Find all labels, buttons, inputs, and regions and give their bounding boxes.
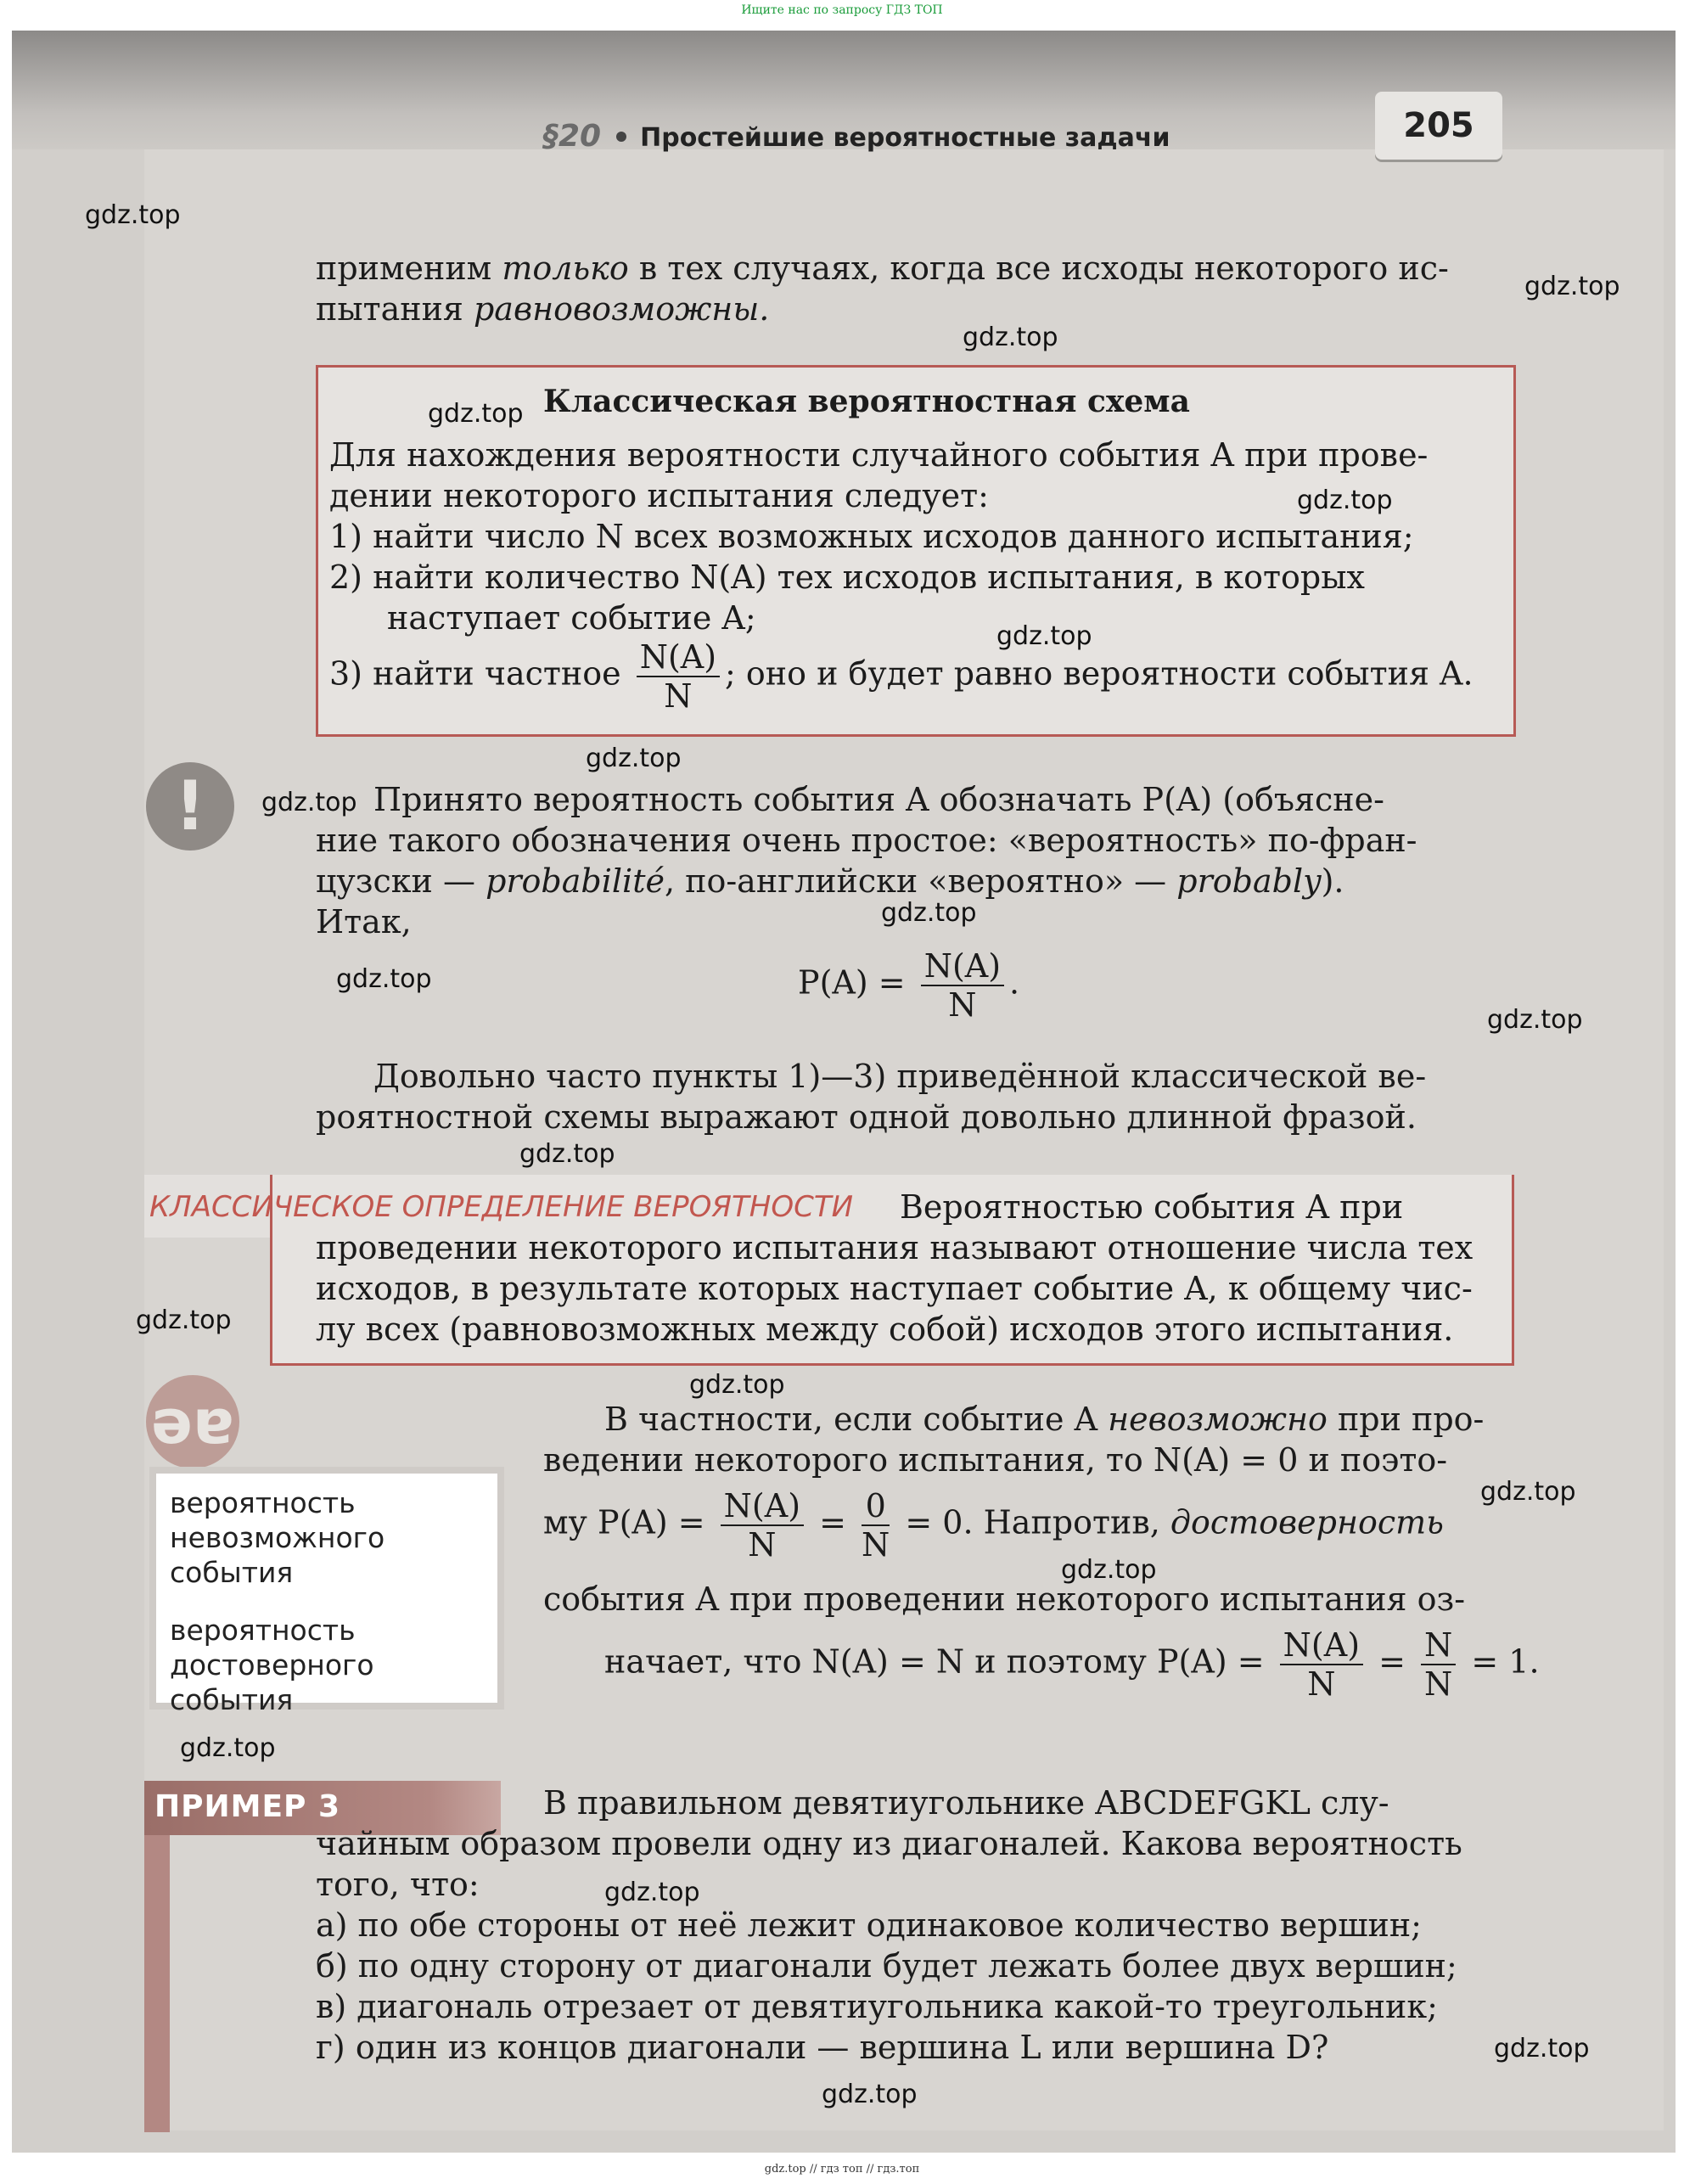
intro-word: применим: [316, 250, 492, 287]
watermark: gdz.top: [881, 898, 977, 928]
notation-line-1: Принято вероятность события A обозначать P(A) (объясне-: [373, 781, 1384, 818]
fraction-numerator: N: [1421, 1626, 1456, 1665]
example-line-3: того, что:: [316, 1866, 480, 1903]
scheme-lead-2: дении некоторого испытания следует:: [329, 477, 989, 514]
side-note-certain-2: достоверного события: [170, 1648, 374, 1716]
fraction-numerator: 0: [862, 1487, 890, 1526]
particular-text: при про-: [1337, 1401, 1485, 1438]
definition-line-3: исходов, в результате которых наступает событие A, к общему чис-: [316, 1270, 1473, 1307]
top-search-note: Ищите нас по запросу ГДЗ ТОП: [741, 3, 943, 17]
scheme-lead-1: Для нахождения вероятности случайного события A при прове-: [329, 436, 1429, 474]
watermark: gdz.top: [604, 1878, 700, 1907]
phrase-line-1: Довольно часто пункты 1)—3) приведённой классической ве-: [373, 1058, 1427, 1095]
equals-sign: =: [1378, 1642, 1406, 1681]
step-3-text-end: ; оно и будет равно вероятности события A.: [725, 654, 1474, 693]
watermark: gdz.top: [1297, 486, 1393, 515]
watermark: gdz.top: [261, 788, 357, 817]
page-number: 205: [1375, 92, 1502, 160]
particular-line-2: ведении некоторого испытания, то N(A) = 0 и поэто-: [543, 1441, 1448, 1479]
formula-text: му P(A) =: [543, 1503, 705, 1541]
particular-line-5: [604, 1626, 1540, 1703]
intro-text: в тех случаях, когда все исходы некоторого ис-: [638, 250, 1449, 287]
fraction-numerator: N(A): [1280, 1626, 1363, 1665]
french-word: probabilité: [486, 862, 665, 900]
watermark: gdz.top: [1480, 1477, 1576, 1507]
fraction-n-over-n: [1421, 1626, 1456, 1703]
intro-emphasis-equiprobable: равновозможны.: [473, 290, 770, 328]
formula-text: = 0. Напротив,: [905, 1503, 1160, 1541]
formula-fraction: [921, 947, 1004, 1024]
watermark: gdz.top: [996, 621, 1092, 651]
example-question-d: г) один из концов диагонали — вершина L или вершина D?: [316, 2029, 1329, 2066]
particular-line-1: [604, 1399, 1511, 1440]
watermark: gdz.top: [136, 1305, 232, 1335]
fraction-denominator: N: [1424, 1665, 1453, 1703]
english-word: probably: [1176, 862, 1322, 900]
section-number: §20: [543, 119, 602, 154]
formula-text: начает, что N(A) = N и поэтому P(A) =: [604, 1642, 1265, 1681]
watermark: gdz.top: [336, 964, 432, 994]
definition-line-4: лу всех (равновозможных между собой) исходов этого испытания.: [316, 1311, 1454, 1348]
watermark: gdz.top: [1061, 1555, 1157, 1585]
notation-line-4: Итак,: [316, 903, 412, 940]
fraction-zero-over-n: [862, 1487, 890, 1564]
impossible-emphasis: невозможно: [1108, 1401, 1328, 1438]
notation-line-3: [316, 861, 1513, 901]
fraction-numerator: N(A): [721, 1487, 804, 1526]
fraction-denominator: N: [862, 1526, 890, 1564]
bottom-note: gdz.top // гдз топ // гдз.топ: [764, 2163, 920, 2176]
phrase-line-2: роятностной схемы выражают одной довольно длинной фразой.: [316, 1098, 1417, 1136]
particular-line-4: события A при проведении некоторого испытания оз-: [543, 1580, 1466, 1618]
side-note-certain-1: вероятность: [170, 1614, 356, 1647]
step-3-text: 3) найти частное: [329, 654, 621, 693]
formula-text: = 1.: [1471, 1642, 1540, 1681]
scheme-step-1: 1) найти число N всех возможных исходов данного испытания;: [329, 518, 1414, 555]
particular-text: В частности, если событие A: [604, 1401, 1098, 1438]
watermark: gdz.top: [519, 1139, 615, 1169]
watermark: gdz.top: [180, 1733, 276, 1763]
example-side-strip: [144, 1835, 170, 2132]
fraction-na-over-n: [721, 1487, 804, 1564]
scheme-title: Классическая вероятностная схема: [543, 384, 1190, 419]
watermark: gdz.top: [428, 399, 524, 429]
watermark: gdz.top: [1494, 2034, 1590, 2063]
fraction-na-over-n: [1280, 1626, 1363, 1703]
side-note-impossible-3: события: [170, 1556, 294, 1589]
fraction-denominator: N: [664, 677, 693, 715]
example-question-a: а) по обе стороны от неё лежит одинаковое количество вершин;: [316, 1906, 1422, 1944]
example-question-b: б) по одну сторону от диагонали будет лежать более двух вершин;: [316, 1947, 1457, 1985]
example-question-c: в) диагональ отрезает от девятиугольника какой-то треугольник;: [316, 1988, 1438, 2025]
example-line-2: чайным образом провели одну из диагоналей. Какова вероятность: [316, 1825, 1462, 1862]
watermark: gdz.top: [1524, 272, 1620, 301]
watermark: gdz.top: [586, 744, 682, 773]
formula-left: P(A) =: [798, 963, 906, 1002]
fraction-numerator: N(A): [637, 638, 720, 677]
watermark: gdz.top: [1487, 1005, 1583, 1035]
watermark: gdz.top: [822, 2080, 918, 2109]
face-icon: ǝɐ: [146, 1375, 239, 1468]
section-title: Простейшие вероятностные задачи: [640, 123, 1170, 153]
fraction-denominator: N: [748, 1526, 777, 1564]
side-note-impossible-2: невозможного: [170, 1521, 385, 1554]
bullet-dot-icon: [616, 132, 626, 142]
intro-word: пытания: [316, 290, 463, 328]
intro-line-1: [316, 248, 1513, 289]
side-note-box: [149, 1467, 504, 1716]
notation-text: цузски —: [316, 862, 475, 900]
fraction-denominator: N: [948, 986, 977, 1024]
certainty-emphasis: достоверность: [1170, 1503, 1444, 1541]
definition-line-2: проведении некоторого испытания называют отношение числа тех: [316, 1229, 1474, 1266]
formula-end: .: [1009, 963, 1020, 1002]
scheme-step-3: [329, 638, 1474, 715]
definition-label: КЛАССИЧЕСКОЕ ОПРЕДЕЛЕНИЕ ВЕРОЯТНОСТИ: [149, 1190, 854, 1224]
watermark: gdz.top: [85, 200, 181, 230]
probability-formula: [798, 947, 1019, 1024]
fraction-denominator: N: [1307, 1665, 1336, 1703]
fraction-numerator: N(A): [921, 947, 1004, 986]
notation-line-2: ние такого обозначения очень простое: «вероятность» по-фран-: [316, 822, 1417, 859]
intro-line-2: [316, 289, 769, 329]
fraction-na-over-n: [637, 638, 720, 715]
exclamation-icon: !: [146, 762, 234, 851]
side-note-impossible-1: вероятность: [170, 1486, 356, 1519]
watermark: gdz.top: [689, 1370, 785, 1400]
example-label: ПРИМЕР 3: [154, 1789, 341, 1824]
watermark: gdz.top: [963, 323, 1058, 352]
notation-text: , по-английски «вероятно» —: [664, 862, 1167, 900]
notation-text: ).: [1321, 862, 1344, 900]
scheme-step-2-cont: наступает событие A;: [387, 599, 756, 637]
equals-sign: =: [819, 1503, 846, 1541]
example-line-1: В правильном девятиугольнике ABCDEFGKL слу-: [543, 1784, 1389, 1822]
scheme-step-2: 2) найти количество N(A) тех исходов испытания, в которых: [329, 559, 1365, 596]
particular-line-3: [543, 1487, 1444, 1564]
running-header: [543, 119, 1170, 154]
definition-line-1: Вероятностью события A при: [900, 1188, 1404, 1226]
intro-emphasis-only: только: [502, 250, 629, 287]
